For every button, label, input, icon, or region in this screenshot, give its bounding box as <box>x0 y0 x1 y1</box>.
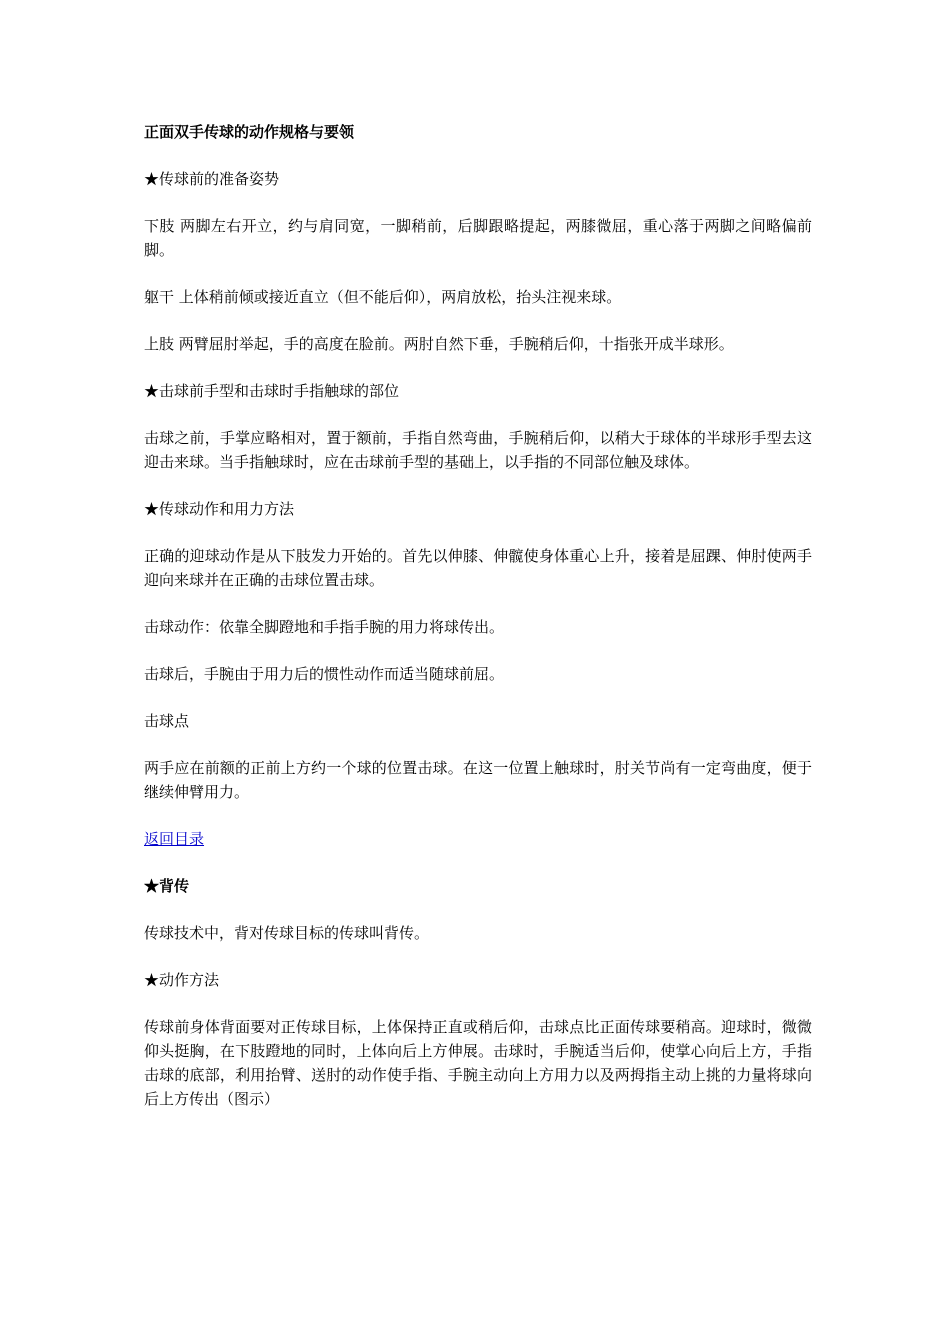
document-body <box>144 120 812 1134</box>
paragraph-back-pass-definition: 传球技术中，背对传球目标的传球叫背传。 <box>144 924 430 942</box>
paragraph-after-hit: 击球后，手腕由于用力后的惯性动作而适当随球前屈。 <box>144 665 505 683</box>
back-to-contents-paragraph <box>144 827 812 851</box>
section-heading-force: ★传球动作和用力方法 <box>144 500 295 518</box>
paragraph-hand-shape: 击球之前，手掌应略相对，置于额前，手指自然弯曲，手腕稍后仰，以稍大于球体的半球形手型去这迎击来球。当手指触球时，应在击球前手型的基础上，以手指的不同部位触及球体。 <box>144 429 812 471</box>
paragraph-torso: 躯干 上体稍前倾或接近直立（但不能后仰），两肩放松，抬头注视来球。 <box>144 288 622 306</box>
document-title: 正面双手传球的动作规格与要领 <box>144 123 355 141</box>
paragraph-method: 传球前身体背面要对正传球目标，上体保持正直或稍后仰，击球点比正面传球要稍高。迎球时，微微仰头挺胸，在下肢蹬地的同时，上体向后上方伸展。击球时，手腕适当后仰，使掌心向后上方，手指击球的底部，利用抬臂、送肘的动作使手指、手腕主动向上方用力以及两拇指主动上挑的力量将球向后上方传出（图示） <box>144 1018 812 1108</box>
section-heading-hand-shape: ★击球前手型和击球时手指触球的部位 <box>144 382 400 400</box>
paragraph-hit-action: 击球动作：依靠全脚蹬地和手指手腕的用力将球传出。 <box>144 618 505 636</box>
paragraph-hit-point: 两手应在前额的正前上方约一个球的位置击球。在这一位置上触球时，肘关节尚有一定弯曲度，便于继续伸臂用力。 <box>144 759 812 801</box>
paragraph-lower-limb: 下肢 两脚左右开立，约与肩同宽，一脚稍前，后脚跟略提起，两膝微屈，重心落于两脚之间略偏前脚。 <box>144 217 812 259</box>
section-heading-method: ★动作方法 <box>144 971 220 989</box>
paragraph-force: 正确的迎球动作是从下肢发力开始的。首先以伸膝、伸髋使身体重心上升，接着是屈踝、伸肘使两手迎向来球并在正确的击球位置击球。 <box>144 547 812 589</box>
hit-point-heading: 击球点 <box>144 712 190 730</box>
back-to-contents-link[interactable]: 返回目录 <box>144 830 205 848</box>
section-heading-back-pass: ★背传 <box>144 877 190 895</box>
section-heading-preparation: ★传球前的准备姿势 <box>144 170 280 188</box>
paragraph-upper-limb: 上肢 两臂屈肘举起，手的高度在脸前。两肘自然下垂，手腕稍后仰，十指张开成半球形。 <box>144 335 734 353</box>
